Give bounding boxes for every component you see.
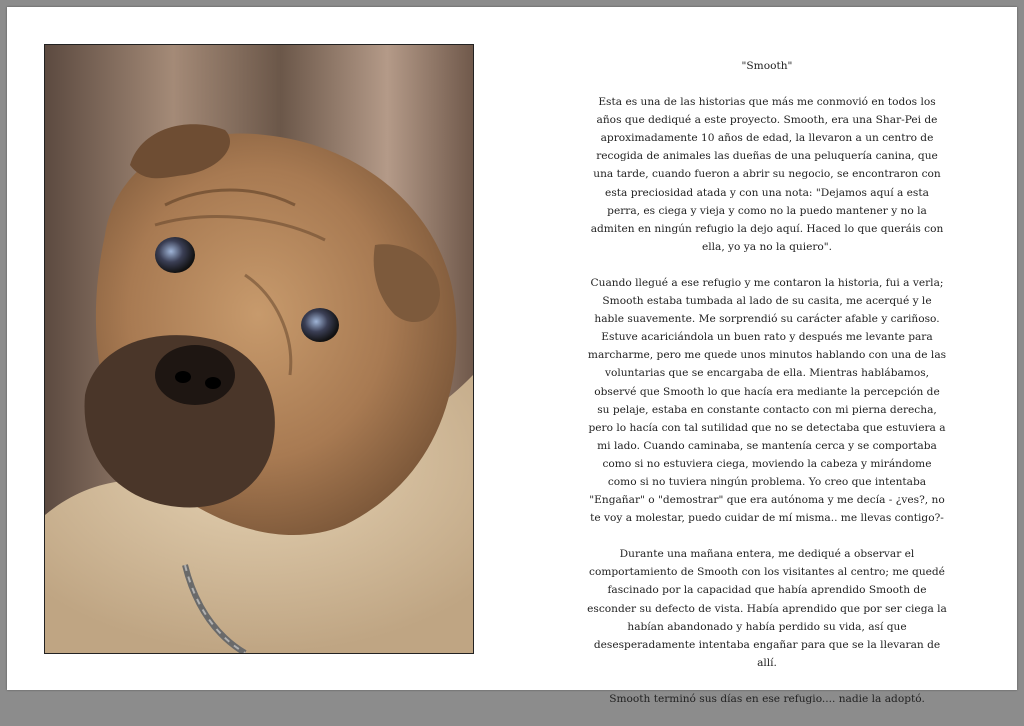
book-page — [7, 7, 1017, 705]
right-eye — [301, 308, 339, 342]
dog-photo — [44, 44, 474, 654]
story-title: "Smooth" — [741, 60, 793, 72]
shar-pei-illustration — [45, 45, 473, 653]
story-paragraph: Cuando llegué a ese refugio y me contaron la historia, fui a verla; Smooth estaba tumbada al lado de su casita, me acerqué y le hable suavemente. Me sorprendió su carácter afable y cariñoso. Estuve acariciándola un buen rato y después me levante para marcharme, pero me quede unos minutos hablando con una de las voluntarias que se encargaba de ella. Mientras hablábamos, observé que Smooth lo que hacía era mediante la percepción de su pelaje, estaba en constante contacto con mi pierna derecha, pero lo hacía con tal sutilidad que no se detectaba que estuviera a mi lado. Cuando caminaba, se mantenía cerca y se comportaba como si no estuviera ciega, moviendo la cabeza y mirándome como si no tuviera ningún problema. Yo creo que intentaba "Engañar" o "demostrar" que era autónoma y me decía - ¿ves?, no te voy a molestar, puedo cuidar de mí misma.. me llevas contigo?- — [587, 276, 947, 525]
left-eye — [155, 237, 195, 273]
story-paragraph: Smooth terminó sus días en ese refugio.... nadie la adoptó. — [609, 692, 925, 705]
story-paragraph: Esta es una de las historias que más me conmovió en todos los años que dediqué a este proyecto. Smooth, era una Shar-Pei de aproximadamente 10 años de edad, la llevaron a un centro de recogida de animales las dueñas de una peluquería canina, que una tarde, cuando fueron a abrir su negocio, se encontraron con esta preciosidad atada y con una nota: "Dejamos aquí a esta perra, es ciega y vieja y como no la puedo mantener y no la admiten en ningún refugio la dejo aquí. Haced lo que queráis con ella, yo ya no la quiero". — [590, 96, 944, 253]
story-text — [587, 57, 947, 726]
story-paragraph: Durante una mañana entera, me dediqué a observar el comportamiento de Smooth con los visitantes al centro; me quedé fascinado por la capacidad que había aprendido Smooth de esconder su defecto de vista. Había aprendido que por ser ciega la habían abandonado y había perdido su vida, así que desesperadamente intentaba engañar para que se la llevaran de allí. — [587, 548, 947, 669]
